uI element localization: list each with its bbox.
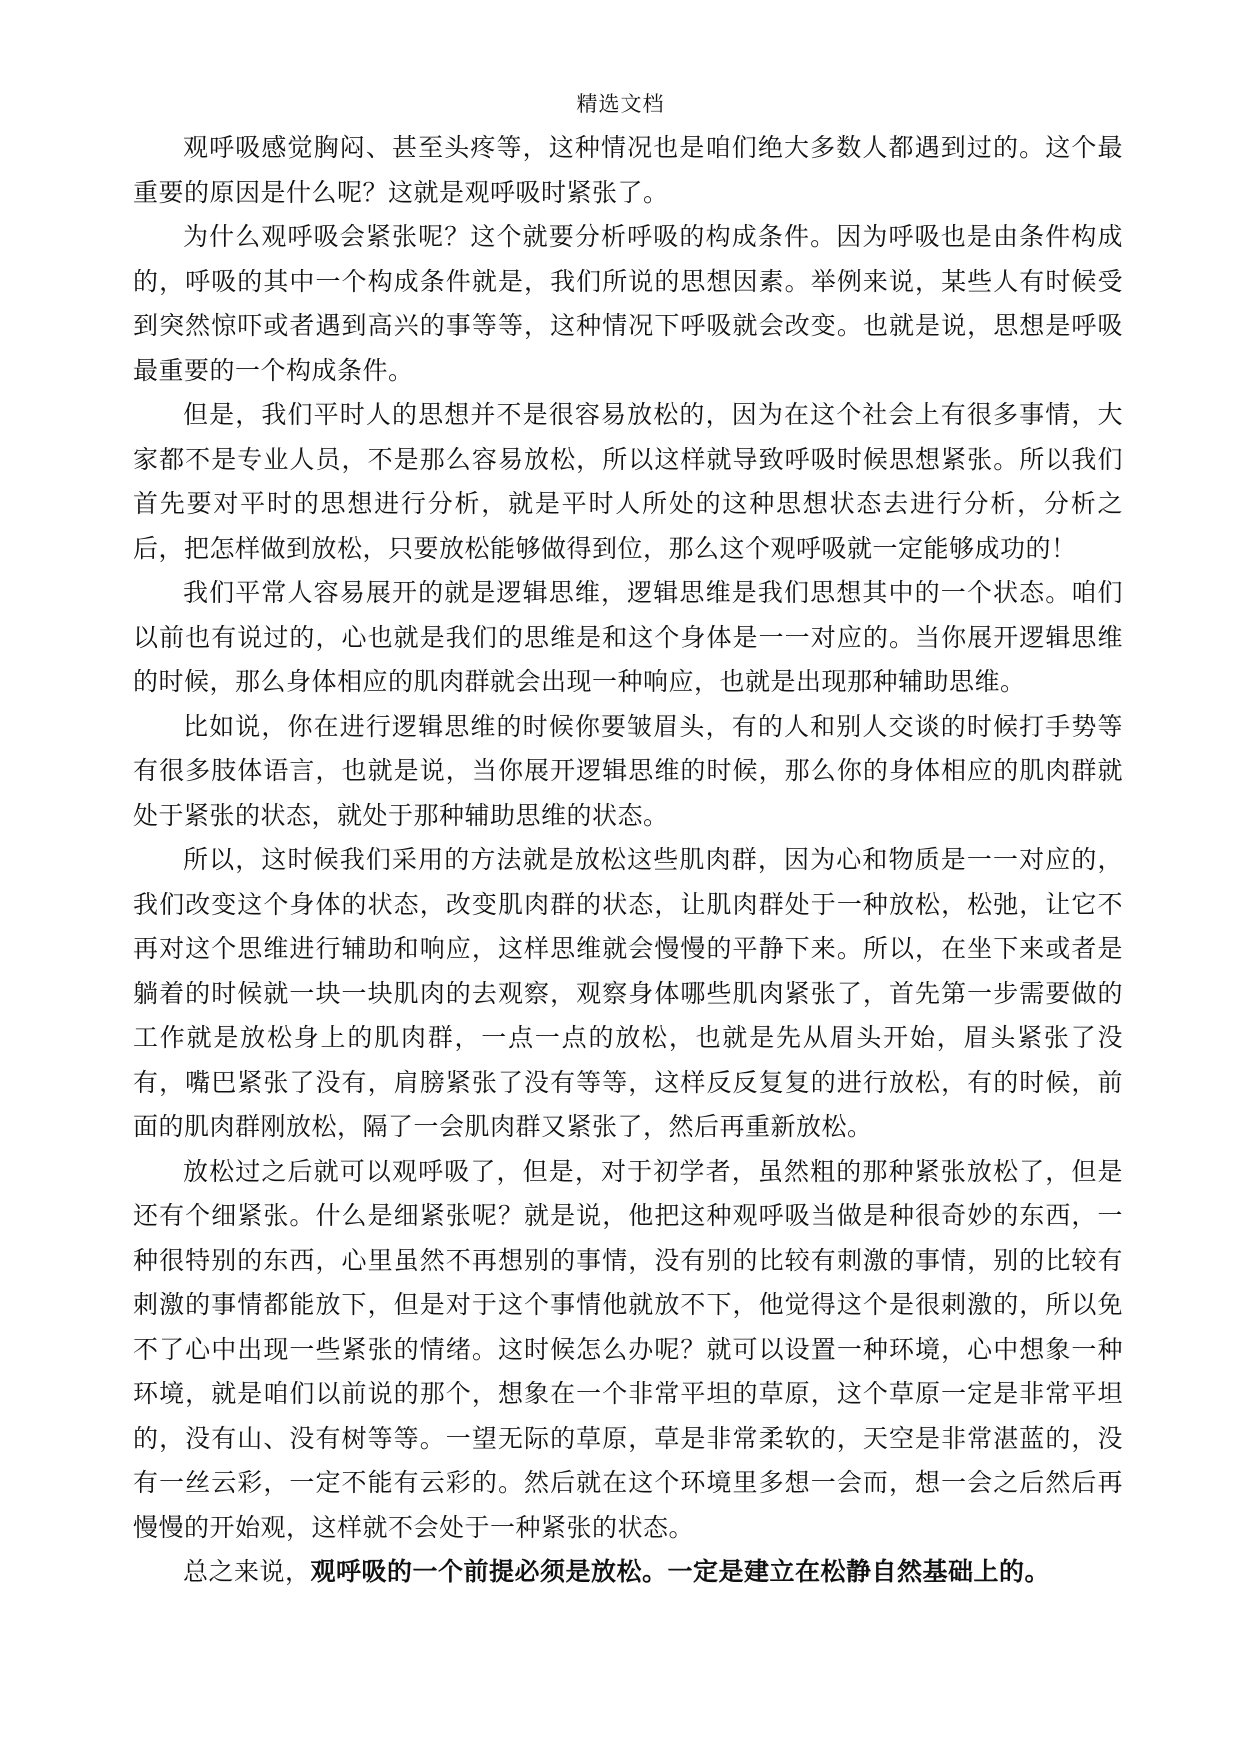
paragraph-7: 放松过之后就可以观呼吸了，但是，对于初学者，虽然粗的那种紧张放松了，但是还有个细紧张。什么是细紧张呢？就是说，他把这种观呼吸当做是种很奇妙的东西，一种很特别的东西，心里虽然不再想别的事情，没有别的比较有刺激的事情，别的比较有刺激的事情都能放下，但是对于这个事情他就放不下，他觉得这个是很刺激的，所以免不了心中出现一些紧张的情绪。这时候怎么办呢？就可以设置一种环境，心中想象一种环境，就是咱们以前说的那个，想象在一个非常平坦的草原，这个草原一定是非常平坦的，没有山、没有树等等。一望无际的草原，草是非常柔软的，天空是非常湛蓝的，没有一丝云彩，一定不能有云彩的。然后就在这个环境里多想一会而，想一会之后然后再慢慢的开始观，这样就不会处于一种紧张的状态。: [133, 1156, 1123, 1542]
paragraph-5: 比如说，你在进行逻辑思维的时候你要皱眉头，有的人和别人交谈的时候打手势等有很多肢体语言，也就是说，当你展开逻辑思维的时候，那么你的身体相应的肌肉群就处于紧张的状态，就处于那种辅助思维的状态。: [133, 711, 1123, 830]
conclusion-emphasis: 观呼吸的一个前提必须是放松。一定是建立在松静自然基础上的。: [310, 1557, 1051, 1586]
conclusion-lead: 总之来说，: [183, 1557, 311, 1586]
document-body: [133, 126, 1123, 1595]
paragraph-6: 所以，这时候我们采用的方法就是放松这些肌肉群，因为心和物质是一一对应的，我们改变这个身体的状态，改变肌肉群的状态，让肌肉群处于一种放松，松弛，让它不再对这个思维进行辅助和响应，这样思维就会慢慢的平静下来。所以，在坐下来或者是躺着的时候就一块一块肌肉的去观察，观察身体哪些肌肉紧张了，首先第一步需要做的工作就是放松身上的肌肉群，一点一点的放松，也就是先从眉头开始，眉头紧张了没有，嘴巴紧张了没有，肩膀紧张了没有等等，这样反反复复的进行放松，有的时候，前面的肌肉群刚放松，隔了一会肌肉群又紧张了，然后再重新放松。: [133, 845, 1123, 1141]
paragraph-4: 我们平常人容易展开的就是逻辑思维，逻辑思维是我们思想其中的一个状态。咱们以前也有说过的，心也就是我们的思维是和这个身体是一一对应的。当你展开逻辑思维的时候，那么身体相应的肌肉群就会出现一种响应，也就是出现那种辅助思维。: [133, 578, 1123, 696]
paragraph-2: 为什么观呼吸会紧张呢？这个就要分析呼吸的构成条件。因为呼吸也是由条件构成的，呼吸的其中一个构成条件就是，我们所说的思想因素。举例来说，某些人有时候受到突然惊吓或者遇到高兴的事等等，这种情况下呼吸就会改变。也就是说，思想是呼吸最重要的一个构成条件。: [133, 222, 1123, 385]
page-header: 精选文档: [576, 92, 665, 116]
conclusion-paragraph: [133, 1550, 1123, 1595]
paragraph-3: 但是，我们平时人的思想并不是很容易放松的，因为在这个社会上有很多事情，大家都不是专业人员，不是那么容易放松，所以这样就导致呼吸时候思想紧张。所以我们首先要对平时的思想进行分析，就是平时人所处的这种思想状态去进行分析，分析之后，把怎样做到放松，只要放松能够做得到位，那么这个观呼吸就一定能够成功的！: [133, 400, 1123, 563]
paragraph-1: 观呼吸感觉胸闷、甚至头疼等，这种情况也是咱们绝大多数人都遇到过的。这个最重要的原因是什么呢？这就是观呼吸时紧张了。: [133, 133, 1123, 207]
